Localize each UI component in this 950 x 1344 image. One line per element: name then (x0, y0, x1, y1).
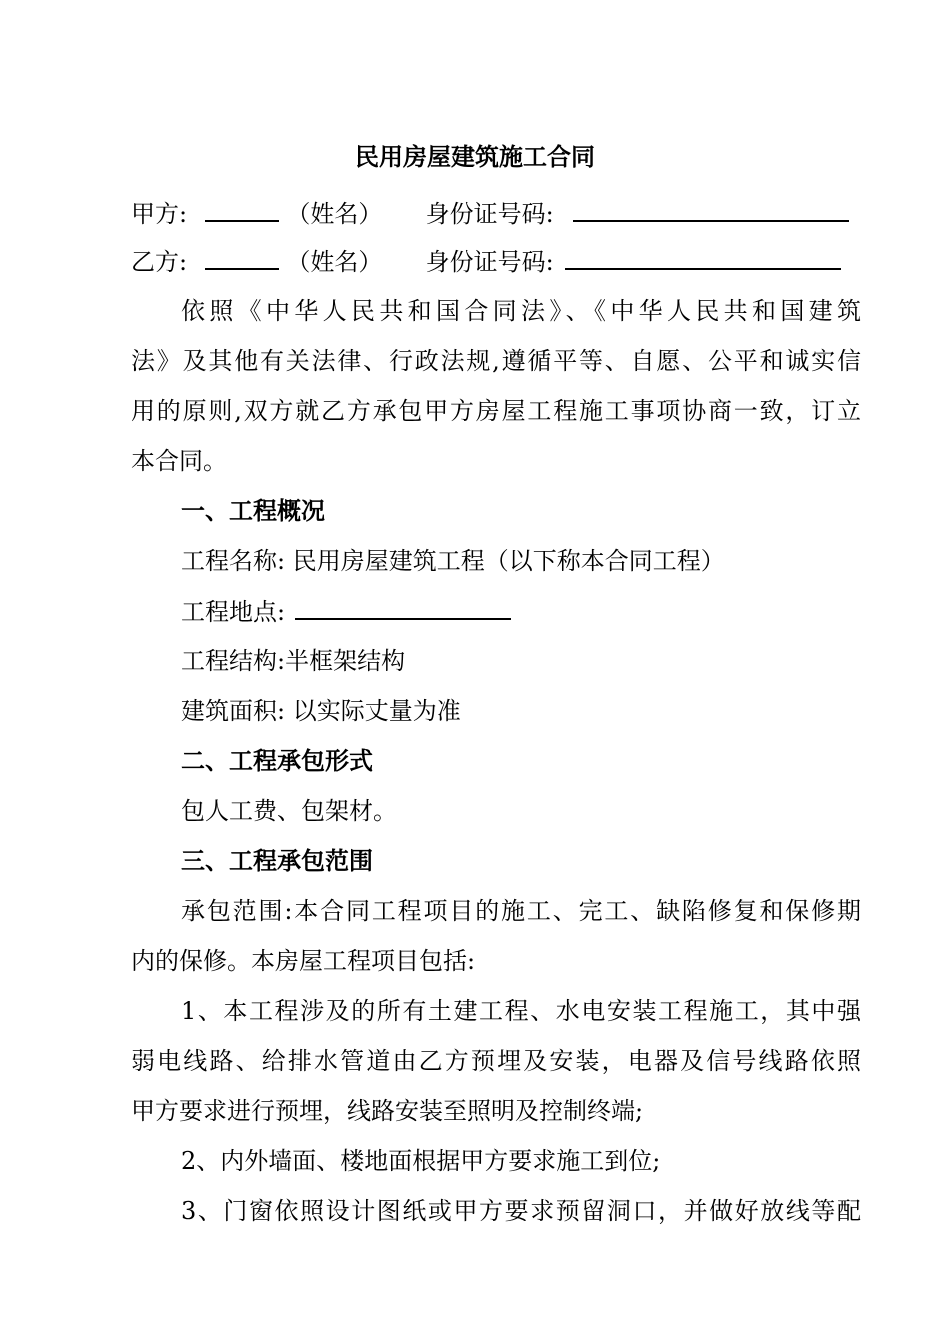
section-3-heading: 三、工程承包范围 (181, 847, 373, 875)
project-area: 建筑面积: 以实际丈量为准 (181, 697, 461, 725)
party-b-id-label: 身份证号码: (425, 248, 554, 276)
item-1-line-2: 弱电线路、给排水管道由乙方预埋及安装，电器及信号线路依照 (131, 1047, 861, 1075)
item-3-line-1: 3、门窗依照设计图纸或甲方要求预留洞口，并做好放线等配 (181, 1197, 861, 1225)
scope-line-2: 内的保修。本房屋工程项目包括: (131, 947, 476, 975)
project-name: 工程名称: 民用房屋建筑工程（以下称本合同工程） (181, 547, 725, 575)
section-2-heading: 二、工程承包形式 (181, 747, 373, 775)
project-location-label: 工程地点: (181, 598, 286, 626)
preamble-line-4: 本合同。 (131, 447, 227, 475)
preamble-line-3: 用的原则,双方就乙方承包甲方房屋工程施工事项协商一致，订立 (131, 397, 861, 425)
item-1-line-3: 甲方要求进行预埋，线路安装至照明及控制终端; (131, 1097, 644, 1125)
party-a-name-blank[interactable] (205, 198, 279, 222)
party-b-name-hint: （姓名） (286, 248, 383, 276)
section-1-heading: 一、工程概况 (181, 497, 325, 525)
project-location-line (181, 596, 511, 626)
party-a-label: 甲方: (131, 200, 188, 228)
project-structure: 工程结构:半框架结构 (181, 647, 406, 675)
document-title: 民用房屋建筑施工合同 (355, 143, 595, 171)
preamble-line-1: 依照《中华人民共和国合同法》、《中华人民共和国建筑 (181, 297, 861, 325)
project-location-blank[interactable] (295, 596, 511, 620)
party-a-id-blank[interactable] (573, 198, 849, 222)
party-b-id-blank[interactable] (565, 246, 841, 270)
item-1-line-1: 1、本工程涉及的所有土建工程、水电安装工程施工，其中强 (181, 997, 861, 1025)
party-b-name-blank[interactable] (205, 246, 279, 270)
party-a-name-hint: （姓名） (286, 200, 383, 228)
preamble-line-2: 法》及其他有关法律、行政法规,遵循平等、自愿、公平和诚实信 (131, 347, 861, 375)
scope-line-1: 承包范围:本合同工程项目的施工、完工、缺陷修复和保修期 (181, 897, 861, 925)
party-b-label: 乙方: (131, 248, 188, 276)
party-a-line (131, 198, 849, 228)
contract-form-text: 包人工费、包架材。 (181, 797, 397, 825)
item-2: 2、内外墙面、楼地面根据甲方要求施工到位; (181, 1147, 661, 1175)
party-b-line (131, 246, 841, 276)
party-a-id-label: 身份证号码: (425, 200, 554, 228)
